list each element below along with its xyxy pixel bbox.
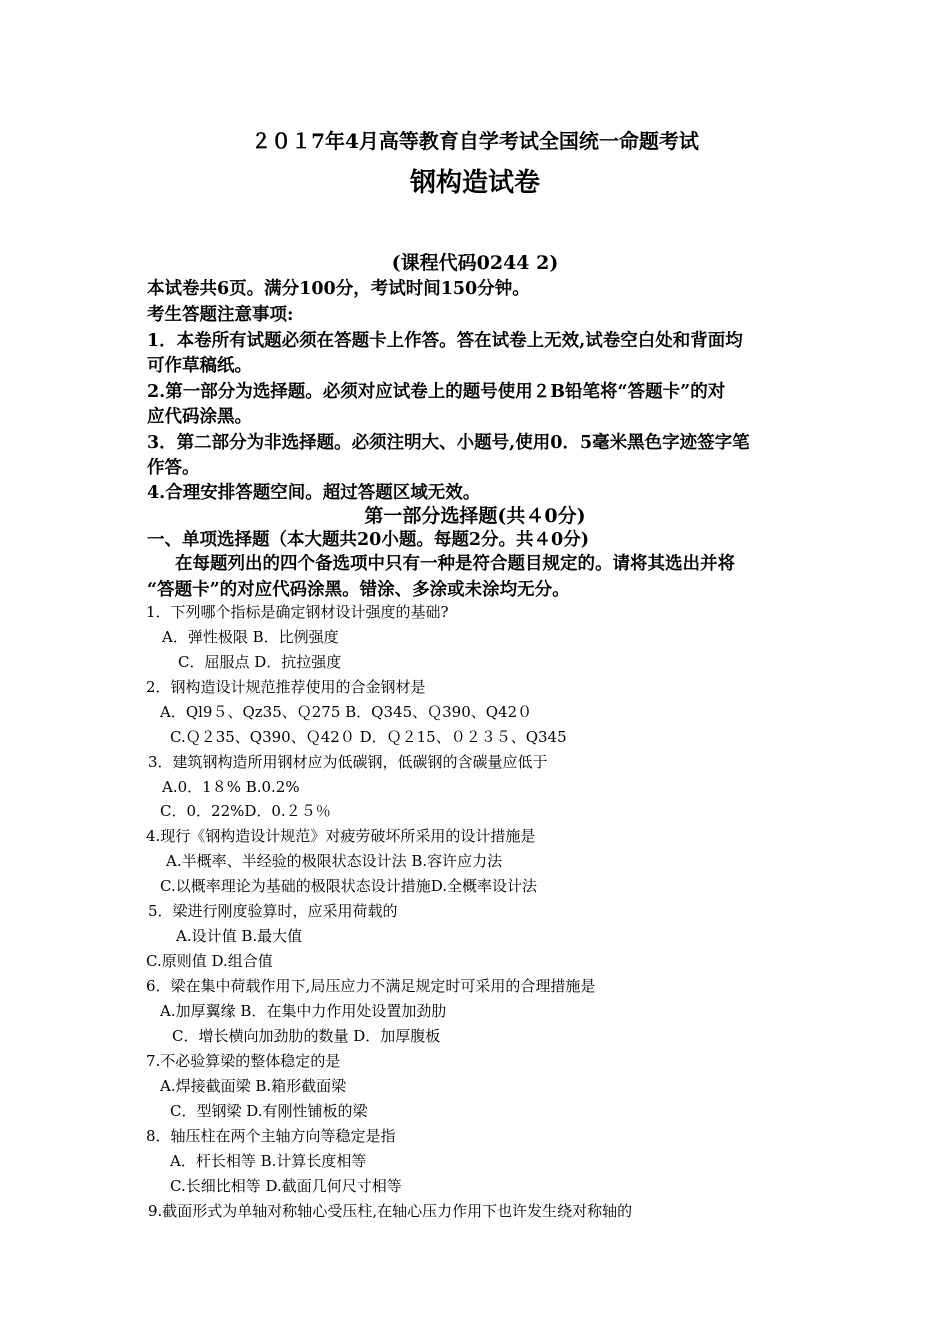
part1-title: 第一部分选择题(共４0分) [364, 505, 586, 527]
question-9: 9.截面形式为单轴对称轴心受压柱,在轴心压力作用下也许发生绕对称轴的 [148, 1202, 633, 1220]
course-code: (课程代码0244 2) [391, 252, 559, 274]
directions-cont: “答题卡”的对应代码涂黑。错涂、多涂或未涂均无分。 [147, 580, 570, 600]
question-5-options-ab: A.设计值 B.最大值 [176, 927, 303, 945]
question-3-options-cd: C．0．22%D．0.２５％ [160, 802, 331, 820]
question-1-options-ab: A．弹性极限 B．比例强度 [162, 628, 339, 646]
question-2-options-cd: C.Ｑ２35、Q390、Ｑ42０ D．Ｑ２15、０２３５、Q345 [170, 728, 567, 746]
question-8-options-cd: C.长细比相等 D.截面几何尺寸相等 [170, 1177, 402, 1195]
question-6-options-cd: C．增长横向加劲肋的数量 D．加厚腹板 [172, 1027, 441, 1045]
notice-item-1-cont: 可作草稿纸。 [147, 356, 252, 376]
question-7-options-cd: C．型钢梁 D.有刚性铺板的梁 [170, 1102, 368, 1120]
question-5-options-cd: C.原则值 D.组合值 [146, 952, 273, 970]
notice-item-2-cont: 应代码涂黑。 [147, 407, 252, 427]
question-2-options-ab: A．Ql9５、Qz35、Ｑ275 B．Q345、Ｑ390、Q42０ [160, 703, 533, 721]
notice-item-3-cont: 作答。 [147, 458, 200, 478]
question-4-options-ab: A.半概率、半经验的极限状态设计法 B.容许应力法 [166, 852, 503, 870]
question-7-options-ab: A.焊接截面梁 B.箱形截面梁 [160, 1077, 347, 1095]
paper-summary: 本试卷共6页。满分100分，考试时间150分钟。 [147, 279, 530, 299]
notice-heading: 考生答题注意事项: [147, 305, 294, 325]
question-4-options-cd: C.以概率理论为基础的极限状态设计措施D.全概率设计法 [160, 877, 537, 895]
question-7: 7.不必验算梁的整体稳定的是 [146, 1052, 341, 1070]
notice-item-2: 2.第一部分为选择题。必须对应试卷上的题号使用２B铅笔将“答题卡”的对 [147, 382, 726, 402]
question-4: 4.现行《钢构造设计规范》对疲劳破坏所采用的设计措施是 [146, 827, 536, 845]
notice-item-3: 3．第二部分为非选择题。必须注明大、小题号,使用0．5毫米黑色字迹签字笔 [147, 433, 750, 453]
section-heading: 一、单项选择题（本大题共20小题。每题2分。共４0分) [147, 530, 589, 550]
notice-item-1: 1．本卷所有试题必须在答题卡上作答。答在试卷上无效,试卷空白处和背面均 [147, 331, 743, 351]
question-1-options-cd: C．屈服点 D．抗拉强度 [178, 653, 342, 671]
question-5: 5．梁进行刚度验算时，应采用荷载的 [148, 902, 398, 920]
question-3-options-ab: A.0．1８% B.0.2% [162, 778, 300, 796]
question-1: 1．下列哪个指标是确定钢材设计强度的基础? [146, 603, 449, 621]
question-6-options-ab: A.加厚翼缘 B．在集中力作用处设置加劲肋 [160, 1002, 447, 1020]
question-6: 6．梁在集中荷载作用下,局压应力不满足规定时可采用的合理措施是 [146, 977, 596, 995]
directions: 在每题列出的四个备选项中只有一种是符合题目规定的。请将其选出并将 [175, 554, 735, 574]
question-3: 3．建筑钢构造所用钢材应为低碳钢，低碳钢的含碳量应低于 [148, 753, 548, 771]
question-8: 8．轴压柱在两个主轴方向等稳定是指 [146, 1127, 396, 1145]
question-8-options-ab: A．杆长相等 B.计算长度相等 [170, 1152, 367, 1170]
notice-item-4: 4.合理安排答题空间。超过答题区域无效。 [147, 483, 481, 503]
question-2: 2．钢构造设计规范推荐使用的合金钢材是 [146, 678, 426, 696]
exam-title: ２０１7年4月高等教育自学考试全国统一命题考试 [251, 129, 699, 153]
paper-title: 钢构造试卷 [409, 168, 540, 198]
